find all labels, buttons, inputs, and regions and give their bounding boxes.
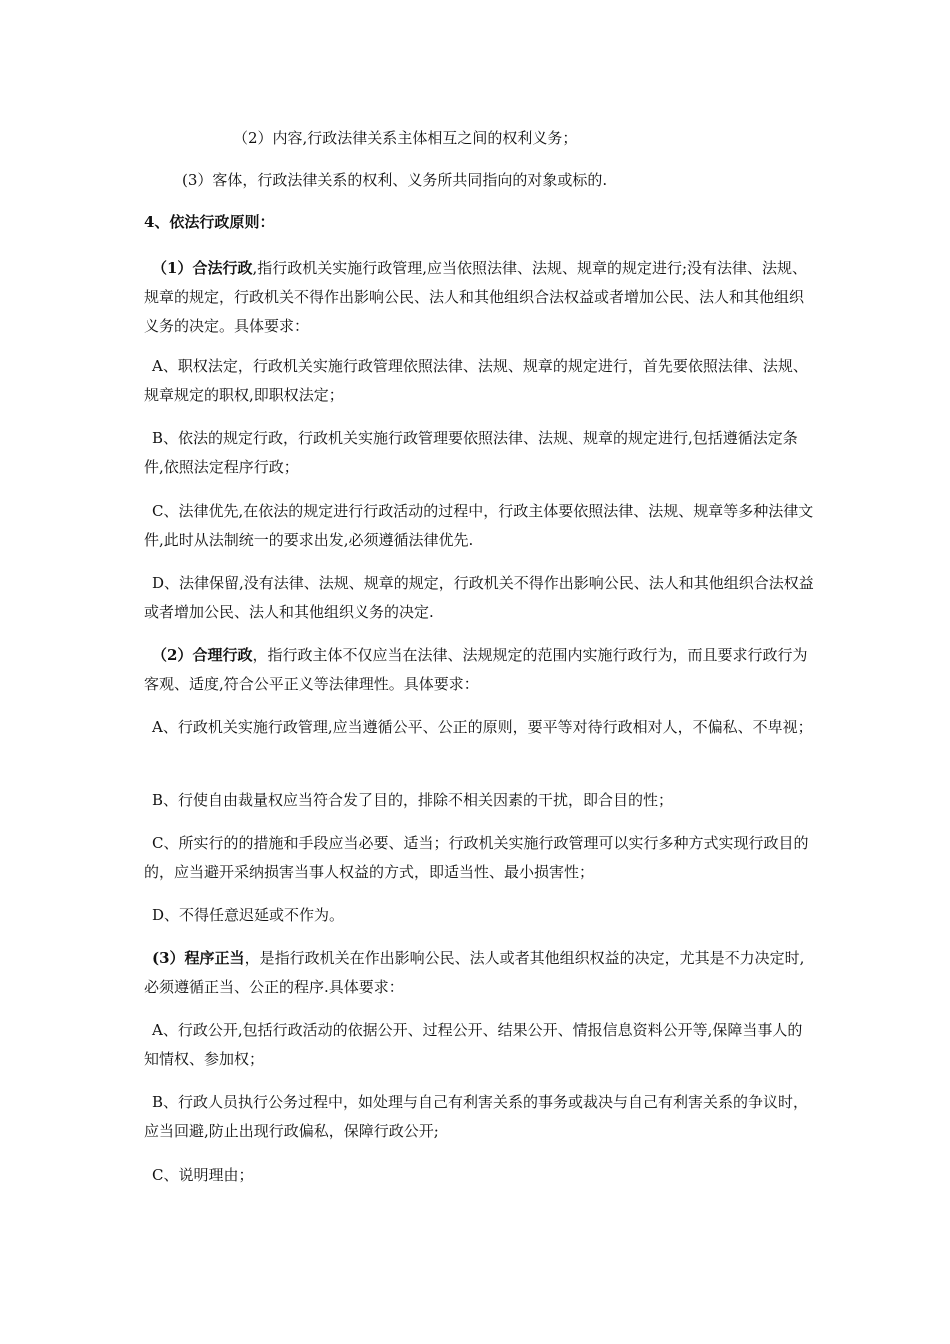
list-item: A、职权法定，行政机关实施行政管理依照法律、法规、规章的规定进行，首先要依照法律、法规、规章规定的职权,即职权法定；: [144, 357, 808, 404]
paragraph-due-process: [144, 944, 816, 1002]
para-prefix: （2）: [152, 646, 193, 664]
para-prefix: (3）: [152, 949, 185, 967]
para-text: ，是指行政机关在作出影响公民、法人或者其他组织权益的决定，尤其是不力决定时,必须遵循正当、公正的程序.具体要求：: [144, 949, 805, 996]
list-item: C、所实行的的措施和手段应当必要、适当；行政机关实施行政管理可以实行多种方式实现行政目的的，应当避开采纳损害当事人权益的方式，即适当性、最小损害性；: [144, 834, 809, 881]
section-heading: 4、依法行政原则：: [144, 213, 275, 231]
list-item: D、不得任意迟延或不作为。: [152, 906, 345, 924]
object-line: (3）客体，行政法律关系的权利、义务所共同指向的对象或标的.: [182, 171, 608, 189]
list-item: C、法律优先,在依法的规定进行行政活动的过程中，行政主体要依照法律、法规、规章等多种法律文件,此时从法制统一的要求出发,必须遵循法律优先.: [144, 502, 814, 549]
list-item: B、行使自由裁量权应当符合发了目的，排除不相关因素的干扰，即合目的性；: [152, 791, 674, 809]
list-item: B、依法的规定行政，行政机关实施行政管理要依照法律、法规、规章的规定进行,包括遵循法定条件,依照法定程序行政；: [144, 429, 798, 476]
para-title: 合法行政: [192, 259, 253, 277]
para-title: 程序正当: [184, 949, 245, 967]
para-text: ，指行政主体不仅应当在法律、法规规定的范围内实施行政行为，而且要求行政行为客观、适度,符合公平正义等法律理性。具体要求：: [144, 646, 808, 693]
list-item: C、说明理由；: [152, 1166, 254, 1184]
paragraph-reasonable-administration: [144, 641, 816, 699]
list-item: A、行政公开,包括行政活动的依据公开、过程公开、结果公开、情报信息资料公开等,保障当事人的知情权、参加权；: [144, 1021, 803, 1068]
paragraph-legal-administration: [144, 254, 816, 341]
list-item: B、行政人员执行公务过程中，如处理与自己有利害关系的事务或裁决与自己有利害关系的争议时，应当回避,防止出现行政偏私，保障行政公开;: [144, 1093, 809, 1140]
para-prefix: （1）: [152, 259, 193, 277]
content-line: （2）内容,行政法律关系主体相互之间的权利义务；: [233, 129, 578, 147]
para-title: 合理行政: [192, 646, 253, 664]
list-item: D、法律保留,没有法律、法规、规章的规定，行政机关不得作出影响公民、法人和其他组织合法权益或者增加公民、法人和其他组织义务的决定.: [144, 574, 814, 621]
list-item: A、行政机关实施行政管理,应当遵循公平、公正的原则，要平等对待行政相对人，不偏私、不卑视；: [152, 718, 813, 736]
para-text: ,指行政机关实施行政管理,应当依照法律、法规、规章的规定进行;没有法律、法规、规章的规定，行政机关不得作出影响公民、法人和其他组织合法权益或者增加公民、法人和其他组织义务的决定。具体要求：: [144, 259, 808, 335]
